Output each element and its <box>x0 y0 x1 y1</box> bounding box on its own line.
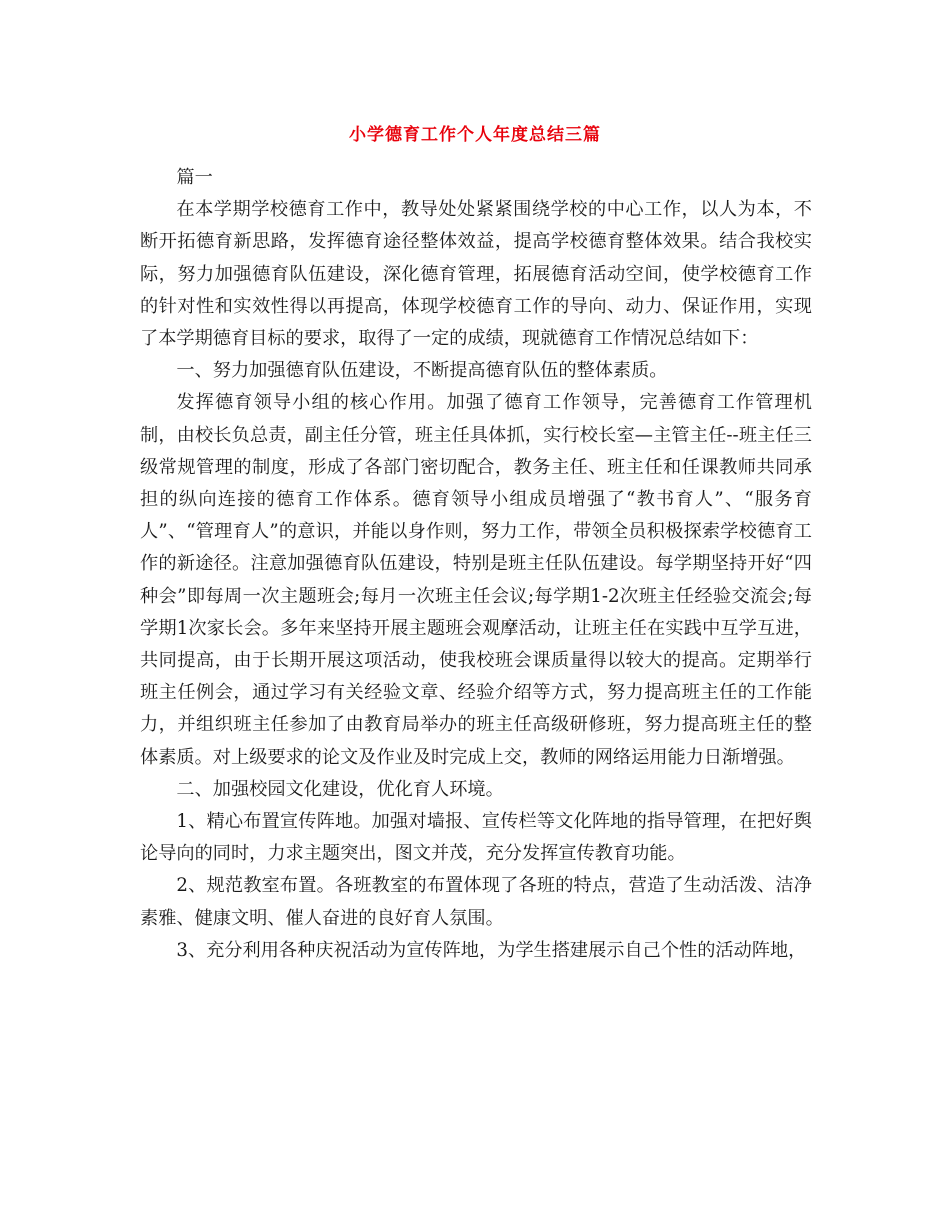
paragraph: 发挥德育领导小组的核心作用。加强了德育工作领导，完善德育工作管理机制，由校长负总责，副主任分管，班主任具体抓，实行校长室—主管主任--班主任三级常规管理的制度，形成了各部门密切配合，教务主任、班主任和任课教师共同承担的纵向连接的德育工作体系。德育领导小组成员增强了“教书育人”、“服务育人”、“管理育人”的意识，并能以身作则，努力工作，带领全员积极探索学校德育工作的新途径。注意加强德育队伍建设，特别是班主任队伍建设。每学期坚持开好“四种会”即每周一次主题班会;每月一次班主任会议;每学期1-2次班主任经验交流会;每学期1次家长会。多年来坚持开展主题班会观摩活动，让班主任在实践中互学互进，共同提高，由于长期开展这项活动，使我校班会课质量得以较大的提高。定期举行班主任例会，通过学习有关经验文章、经验介绍等方式，努力提高班主任的工作能力，并组织班主任参加了由教育局举办的班主任高级研修班，努力提高班主任的整体素质。对上级要求的论文及作业及时完成上交，教师的网络运用能力日渐增强。 <box>140 392 812 768</box>
document-body <box>140 162 812 967</box>
paragraph: 1、精心布置宣传阵地。加强对墙报、宣传栏等文化阵地的指导管理，在把好舆论导向的同时，力求主题突出，图文并茂，充分发挥宣传教育功能。 <box>140 811 812 865</box>
document-title: 小学德育工作个人年度总结三篇 <box>349 125 601 145</box>
paragraph: 在本学期学校德育工作中，教导处处紧紧围绕学校的中心工作，以人为本，不断开拓德育新思路，发挥德育途径整体效益，提高学校德育整体效果。结合我校实际，努力加强德育队伍建设，深化德育管理，拓展德育活动空间，使学校德育工作的针对性和实效性得以再提高，体现学校德育工作的导向、动力、保证作用，实现了本学期德育目标的要求，取得了一定的成绩，现就德育工作情况总结如下： <box>140 199 812 350</box>
section-heading: 二、加强校园文化建设，优化育人环境。 <box>176 778 504 800</box>
paragraph: 2、规范教室布置。各班教室的布置体现了各班的特点，营造了生动活泼、洁净素雅、健康文明、催人奋进的良好育人氛围。 <box>140 875 812 929</box>
section-heading: 篇一 <box>176 167 213 188</box>
paragraph: 3、充分利用各种庆祝活动为宣传阵地，为学生搭建展示自己个性的活动阵地， <box>176 939 807 961</box>
section-heading: 一、努力加强德育队伍建设，不断提高德育队伍的整体素质。 <box>176 360 668 382</box>
